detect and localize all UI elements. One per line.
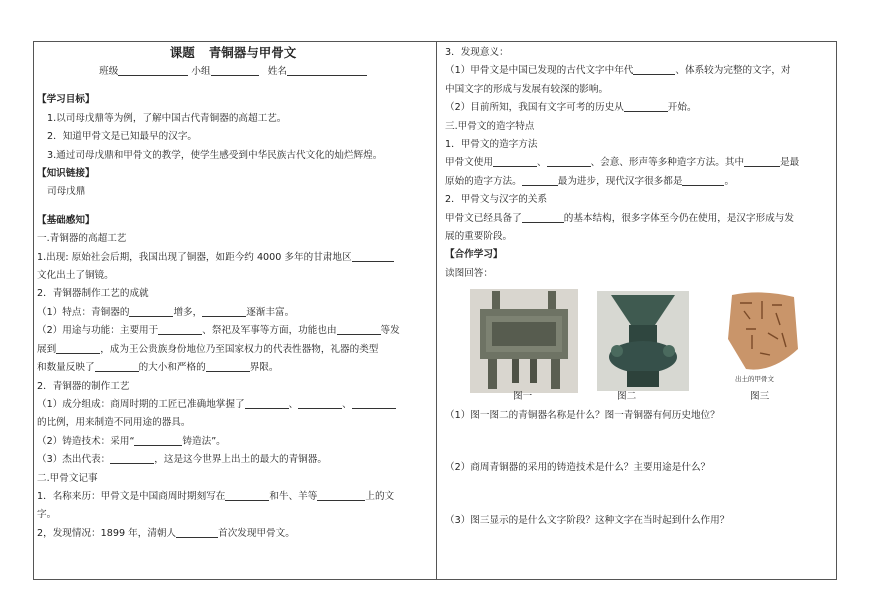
text-line: 和数量反映了 的大小和严格的 界限。 bbox=[37, 362, 279, 374]
class-label: 班级 bbox=[99, 66, 119, 77]
question-3: （3）图三显示的是什么文字阶段？这种文字在当时起到什么作用？ bbox=[445, 515, 730, 527]
answer-blank[interactable] bbox=[110, 452, 154, 464]
answer-blank[interactable] bbox=[56, 342, 100, 354]
text-line: 展到 ，成为王公贵族身份地位乃至国家权力的代表性器物，礼器的类型 bbox=[37, 343, 379, 355]
answer-blank[interactable] bbox=[633, 63, 675, 75]
left-column bbox=[37, 44, 429, 543]
text-line: 文化出土了铜镜。 bbox=[37, 270, 114, 282]
answer-blank[interactable] bbox=[129, 305, 173, 317]
answer-blank[interactable] bbox=[352, 250, 394, 262]
name-field[interactable] bbox=[287, 64, 367, 76]
answer-blank[interactable] bbox=[547, 155, 591, 167]
text-line: 1.出现: 原始社会后期，我国出现了铜器，如距今约 4000 多年的甘肃地区 bbox=[37, 249, 429, 267]
group-label: 小组 bbox=[191, 66, 211, 77]
answer-blank[interactable] bbox=[337, 323, 381, 335]
question-2: （2）商周青铜器的采用的铸造技术是什么？主要用途是什么？ bbox=[445, 461, 711, 473]
text-line: 字。 bbox=[37, 509, 57, 521]
text-line: （1）特点：青铜器的 增多， 逐渐丰富。 bbox=[37, 306, 295, 318]
coop-heading: 【合作学习】 bbox=[445, 249, 503, 261]
text-line: 原始的造字方法。 最为进步，现代汉字很多都是 。 bbox=[445, 175, 735, 187]
title-label: 课题 bbox=[169, 45, 195, 60]
figure-3-oracle-bone-image bbox=[722, 289, 802, 375]
answer-blank[interactable] bbox=[245, 397, 289, 409]
text-line: 2．青铜器制作工艺的成就 bbox=[37, 288, 149, 300]
column-divider bbox=[436, 41, 437, 580]
name-label: 姓名 bbox=[267, 66, 287, 77]
figure-1-ding-image bbox=[470, 289, 578, 393]
figures-row bbox=[445, 287, 833, 403]
answer-blank[interactable] bbox=[522, 211, 564, 223]
answer-blank[interactable] bbox=[206, 360, 250, 372]
text-line: 的比例，用来制造不同用途的器具。 bbox=[37, 417, 191, 429]
section-heading: 三.甲骨文的造字特点 bbox=[445, 120, 535, 132]
section-heading: 二.甲骨文记事 bbox=[37, 472, 98, 484]
link-item: 司母戊鼎 bbox=[47, 186, 86, 198]
title-text: 青铜器与甲骨文 bbox=[208, 45, 297, 60]
answer-blank[interactable] bbox=[522, 174, 558, 186]
goal-item: 2．知道甲骨文是已知最早的汉字。 bbox=[47, 131, 198, 143]
class-field[interactable] bbox=[118, 64, 188, 76]
basic-heading: 【基础感知】 bbox=[37, 214, 95, 226]
text-line: 中国文字的形成与发展有较深的影响。 bbox=[445, 83, 609, 95]
text-line: （2）用途与功能：主要用于 、祭祀及军事等方面，功能也由 等发 bbox=[37, 325, 400, 337]
text-line: 甲骨文使用 、 、会意、形声等多种造字方法。其中 是最 bbox=[445, 157, 800, 169]
figure-1-label: 图一 bbox=[513, 391, 533, 403]
answer-blank[interactable] bbox=[202, 305, 246, 317]
text-line: 1．甲骨文的造字方法 bbox=[445, 139, 538, 151]
student-info-row bbox=[37, 63, 429, 81]
text-line: 2，发现情况：1899 年，清朝人 首次发现甲骨文。 bbox=[37, 527, 295, 539]
answer-blank[interactable] bbox=[225, 489, 269, 501]
answer-blank[interactable] bbox=[298, 397, 342, 409]
answer-blank[interactable] bbox=[744, 155, 780, 167]
figure-2-zun-image bbox=[597, 291, 689, 391]
goal-item: 1.以司母戊鼎等为例，了解中国古代青铜器的高超工艺。 bbox=[47, 112, 287, 124]
figure-2-label: 图二 bbox=[617, 391, 637, 403]
goal-item: 3.通过司母戊鼎和甲骨文的教学，使学生感受到中华民族古代文化的灿烂辉煌。 bbox=[47, 149, 383, 161]
text-line: 2．青铜器的制作工艺 bbox=[37, 380, 130, 392]
answer-blank[interactable] bbox=[95, 360, 139, 372]
answer-blank[interactable] bbox=[493, 155, 537, 167]
figure-3-label: 图三 bbox=[750, 391, 770, 403]
worksheet-title bbox=[37, 43, 429, 63]
text-line: （3）杰出代表： ，这是这今世界上出土的最大的青铜器。 bbox=[37, 454, 327, 466]
text-line: （1）成分组成：商周时期的工匠已准确地掌握了 、 、 bbox=[37, 396, 429, 414]
text-line: 1．名称来历：甲骨文是中国商周时期刻写在 和牛、羊等 上的文 bbox=[37, 490, 395, 502]
text-line: （2）铸造技术：采用“ 铸造法”。 bbox=[37, 435, 226, 447]
answer-blank[interactable] bbox=[317, 489, 365, 501]
right-column bbox=[445, 44, 833, 531]
text-line: 2．甲骨文与汉字的关系 bbox=[445, 194, 548, 206]
group-field[interactable] bbox=[211, 64, 259, 76]
text-line: 3．发现意义： bbox=[445, 47, 509, 58]
question-1: （1）图一图二的青铜器名称是什么？图一青铜器有何历史地位？ bbox=[445, 410, 720, 422]
answer-blank[interactable] bbox=[176, 526, 218, 538]
text-line: 展的重要阶段。 bbox=[445, 231, 513, 243]
answer-blank[interactable] bbox=[352, 397, 396, 409]
text-line: 甲骨文已经具备了 的基本结构，很多字体至今仍在使用，是汉字形成与发 bbox=[445, 212, 794, 224]
section-heading: 一.青铜器的高超工艺 bbox=[37, 233, 127, 245]
answer-blank[interactable] bbox=[134, 434, 182, 446]
figure-3-caption: 出土的甲骨文 bbox=[735, 375, 774, 384]
text-line: （1）甲骨文是中国已发现的古代文字中年代 、体系较为完整的文字，对 bbox=[445, 65, 791, 77]
answer-blank[interactable] bbox=[682, 174, 724, 186]
goals-heading: 【学习目标】 bbox=[37, 94, 95, 106]
answer-blank[interactable] bbox=[624, 100, 668, 112]
link-heading: 【知识链接】 bbox=[37, 168, 95, 180]
text-line: （2）目前所知，我国有文字可考的历史从 开始。 bbox=[445, 102, 697, 114]
text-line: 读图回答： bbox=[445, 267, 493, 279]
answer-blank[interactable] bbox=[158, 323, 202, 335]
